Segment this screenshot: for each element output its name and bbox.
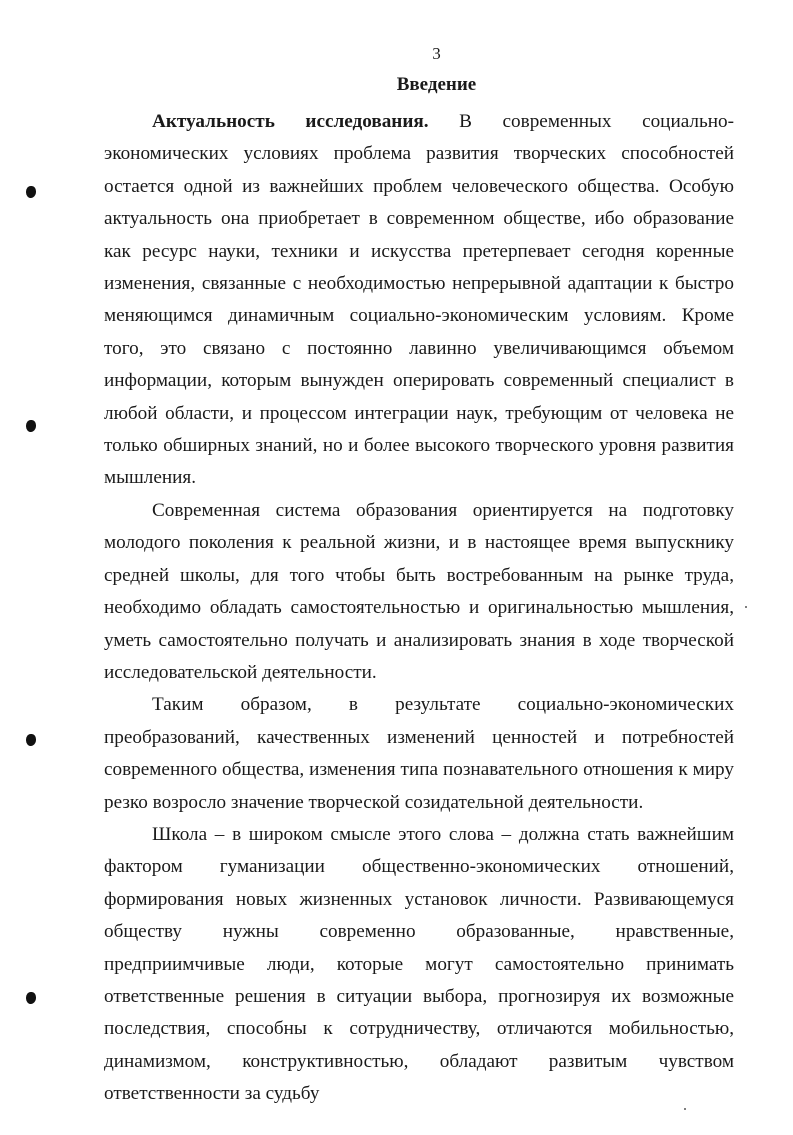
paragraph-1-text: В современных социально-экономических условиях проблема развития творческих способностей остается одной из важнейших проблем человеческого общества. Особую актуальность она приобретает в современном обществе, ибо образование как ресурс науки, техники и искусства претерпевает сегодня коренные изменения, связанные с необходимостью непрерывной адаптации к быстро меняющимся динамичным социально-экономическим условиям. Кроме того, это связано с постоянно лавинно увеличивающимся объемом информации, которым вынужден оперировать современный специалист в любой области, и процессом интеграции наук, требующим от человека не только обширных знаний, но и более высокого творческого уровня развития мышления. <box>104 111 734 489</box>
binder-hole-mark <box>26 420 36 432</box>
binder-hole-mark <box>26 992 36 1004</box>
paragraph-lead-term: Актуальность исследования. <box>152 111 429 132</box>
paragraph-3: Таким образом, в результате социально-экономических преобразований, качественных изменений ценностей и потребностей современного общества, изменения типа познавательного отношения к миру резко возросло значение творческой созидательной деятельности. <box>104 694 734 813</box>
binder-hole-mark <box>26 186 36 198</box>
paragraph-4: Школа – в широком смысле этого слова – должна стать важнейшим фактором гуманизации общественно-экономических отношений, формирования новых жизненных установок личности. Развивающемуся обществу нужны современно образованные, нравственные, предприимчивые люди, которые могут самостоятельно принимать ответственные решения в ситуации выбора, прогнозируя их возможные последствия, способны к сотрудничеству, отличаются мобильностью, динамизмом, конструктивностью, обладают развитым чувством ответственности за судьбу <box>104 823 734 1105</box>
paragraph-1 <box>104 106 734 495</box>
paragraph-2: Современная система образования ориентируется на подготовку молодого поколения к реальной жизни, и в настоящее время выпускнику средней школы, для того чтобы быть востребованным на рынке труда, необходимо обладать самостоятельностью и оригинальностью мышления, уметь самостоятельно получать и анализировать знания в ходе творческой исследовательской деятельности. <box>104 499 734 683</box>
scan-speck <box>745 606 747 608</box>
body-text <box>104 106 734 1111</box>
page-number: 3 <box>432 44 441 63</box>
scan-speck <box>684 1108 686 1110</box>
section-heading: Введение <box>396 74 477 95</box>
binder-hole-mark <box>26 734 36 746</box>
